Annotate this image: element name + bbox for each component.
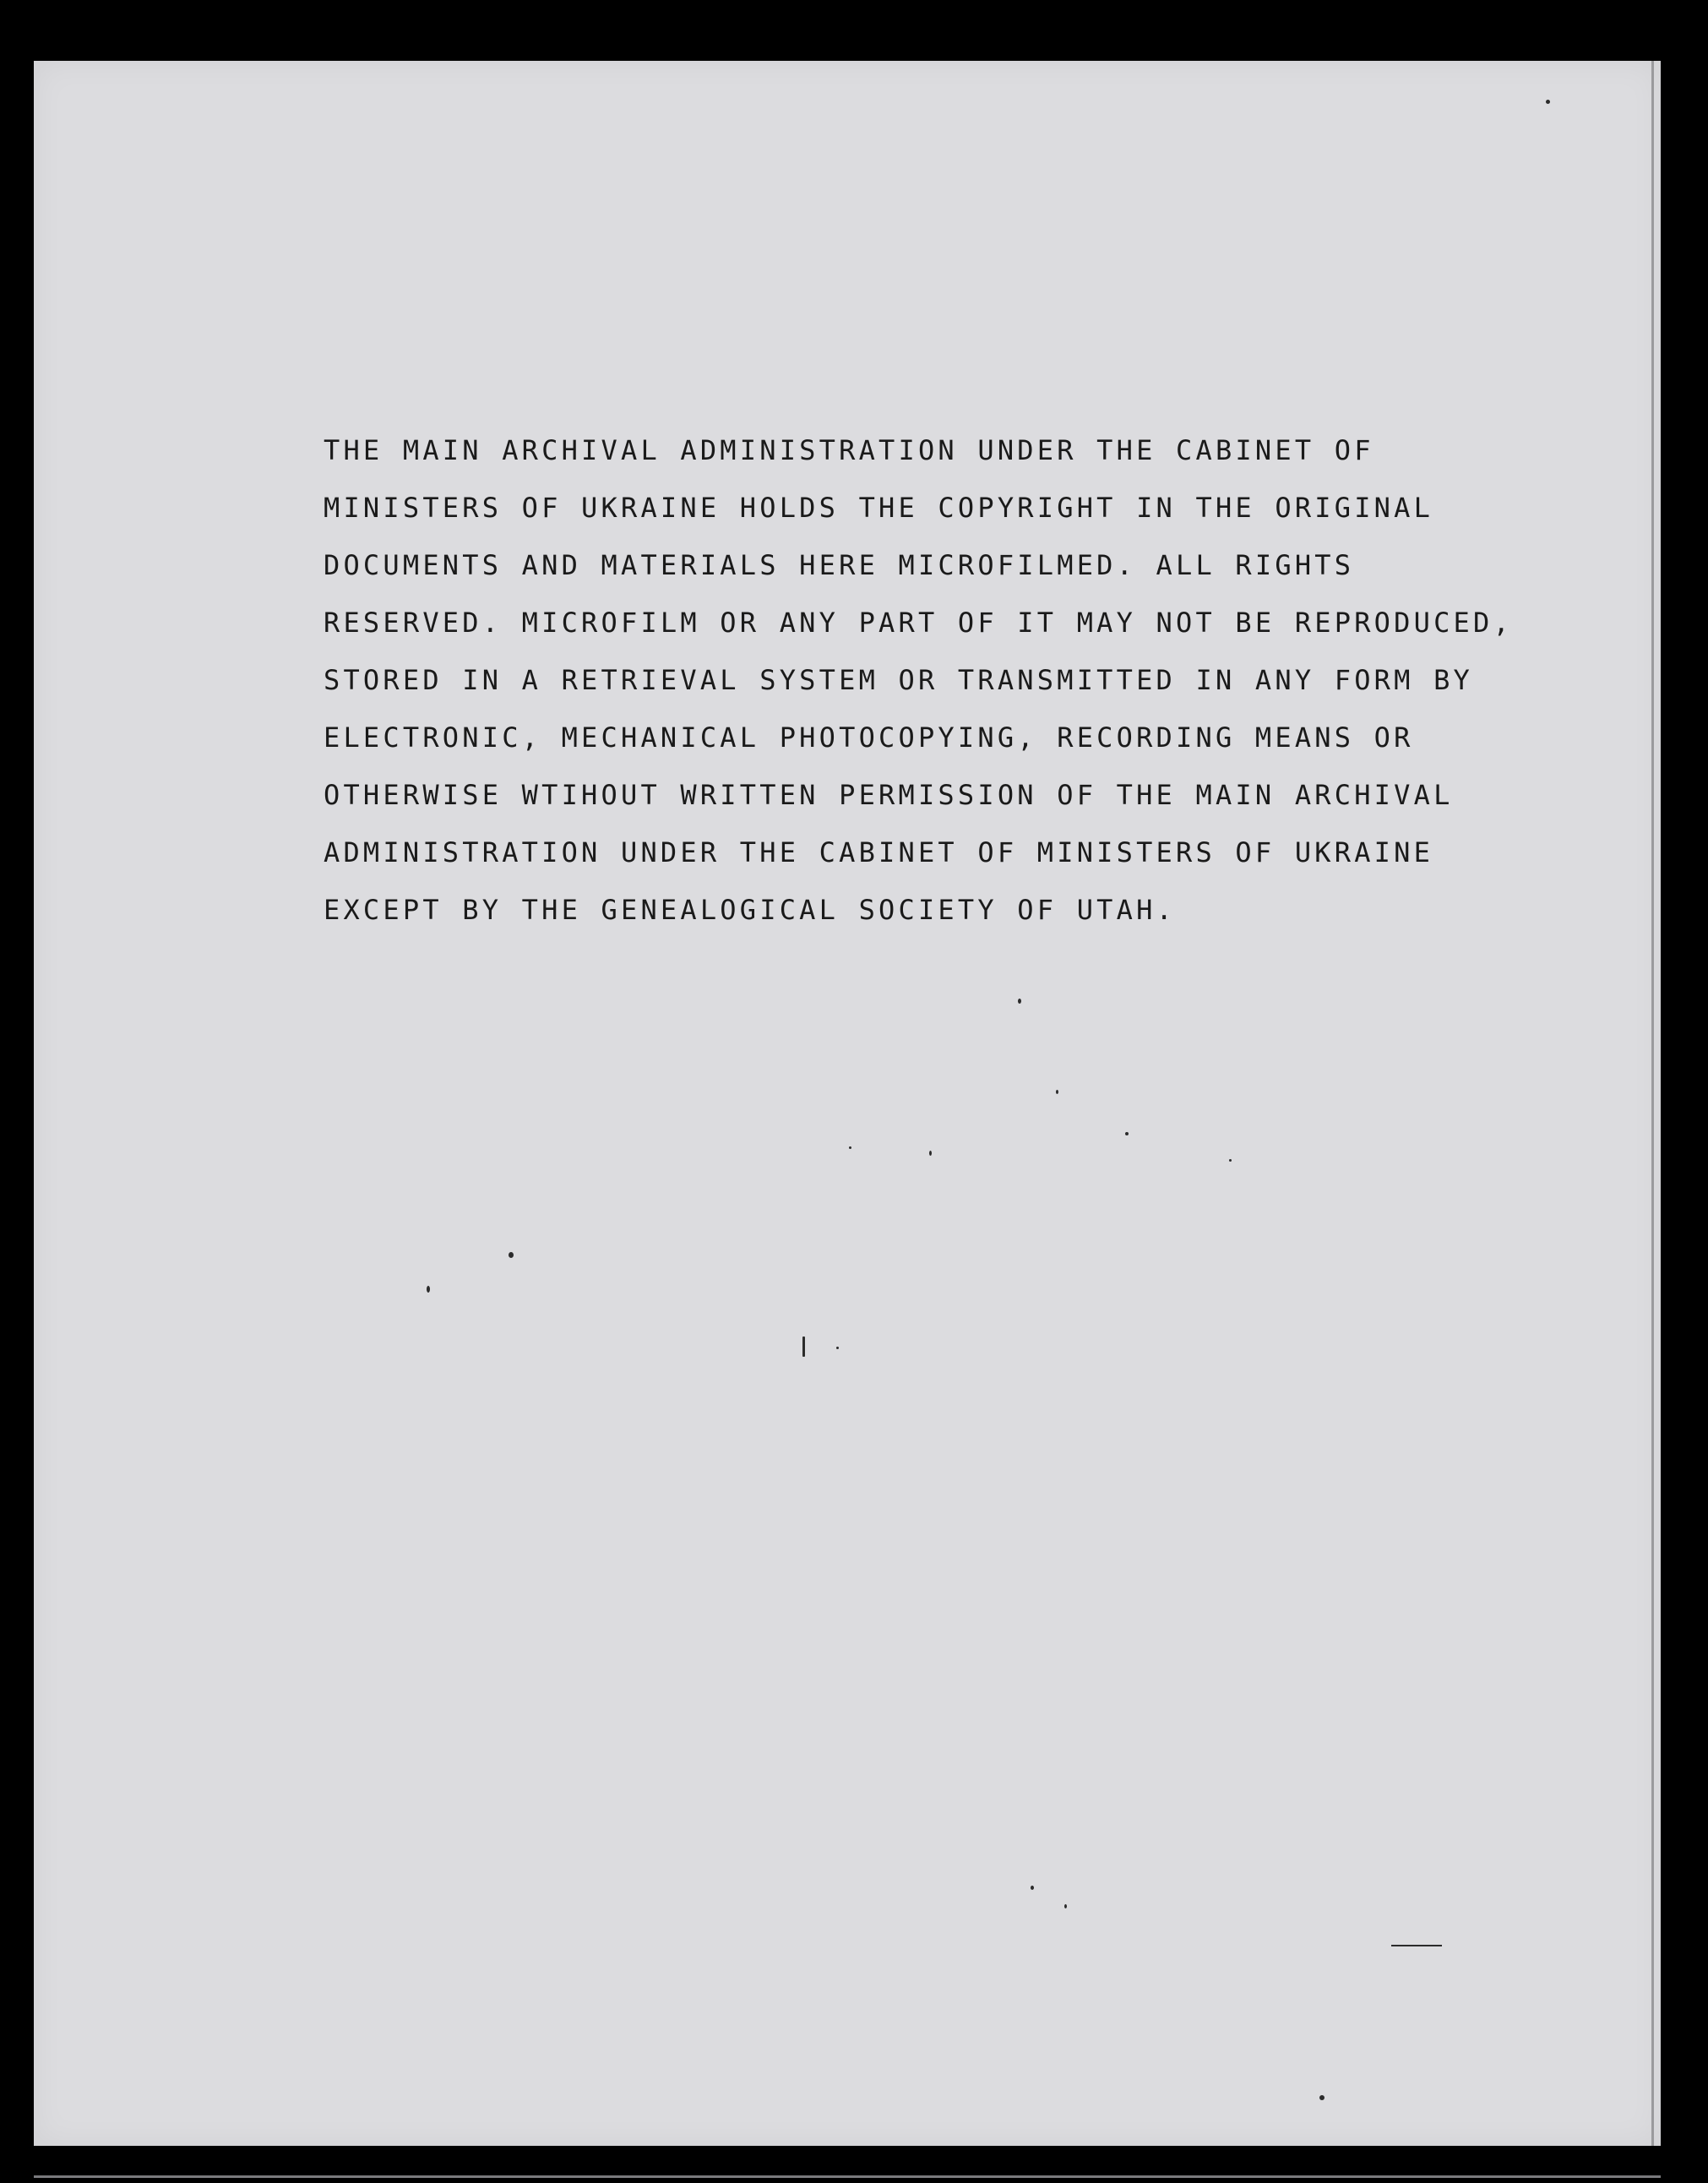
scan-speck (1125, 1132, 1129, 1135)
scan-speck (509, 1252, 514, 1258)
scan-speck (836, 1347, 839, 1349)
scan-speck (1319, 2095, 1325, 2100)
scan-speck (1229, 1159, 1232, 1162)
scan-speck (802, 1336, 805, 1357)
notice-line: ELECTRONIC, MECHANICAL PHOTOCOPYING, RECORDING MEANS OR (324, 721, 1414, 754)
scan-speck (849, 1146, 851, 1149)
scan-speck (427, 1286, 430, 1293)
notice-line: EXCEPT BY THE GENEALOGICAL SOCIETY OF UTAH. (324, 894, 1177, 926)
notice-line: ADMINISTRATION UNDER THE CABINET OF MINISTERS OF UKRAINE (324, 836, 1434, 868)
scan-speck (1546, 100, 1550, 104)
scan-speck (929, 1151, 932, 1156)
scan-speck (1018, 999, 1021, 1004)
page-edge (1651, 61, 1654, 2146)
notice-line: STORED IN A RETRIEVAL SYSTEM OR TRANSMITTED IN ANY FORM BY (324, 664, 1474, 696)
notice-line: THE MAIN ARCHIVAL ADMINISTRATION UNDER THE CABINET OF (324, 434, 1374, 466)
page-bottom-edge (34, 2175, 1661, 2178)
copyright-notice (324, 422, 1565, 939)
notice-line: OTHERWISE WTIHOUT WRITTEN PERMISSION OF THE MAIN ARCHIVAL (324, 779, 1454, 811)
scanned-page (34, 61, 1661, 2146)
scan-speck (1031, 1886, 1034, 1890)
notice-line: RESERVED. MICROFILM OR ANY PART OF IT MAY NOT BE REPRODUCED, (324, 607, 1513, 639)
scan-speck (1391, 1945, 1442, 1946)
notice-line: DOCUMENTS AND MATERIALS HERE MICROFILMED. ALL RIGHTS (324, 549, 1355, 581)
notice-line: MINISTERS OF UKRAINE HOLDS THE COPYRIGHT IN THE ORIGINAL (324, 492, 1434, 524)
scan-speck (1064, 1904, 1067, 1908)
scan-speck (1056, 1090, 1058, 1094)
